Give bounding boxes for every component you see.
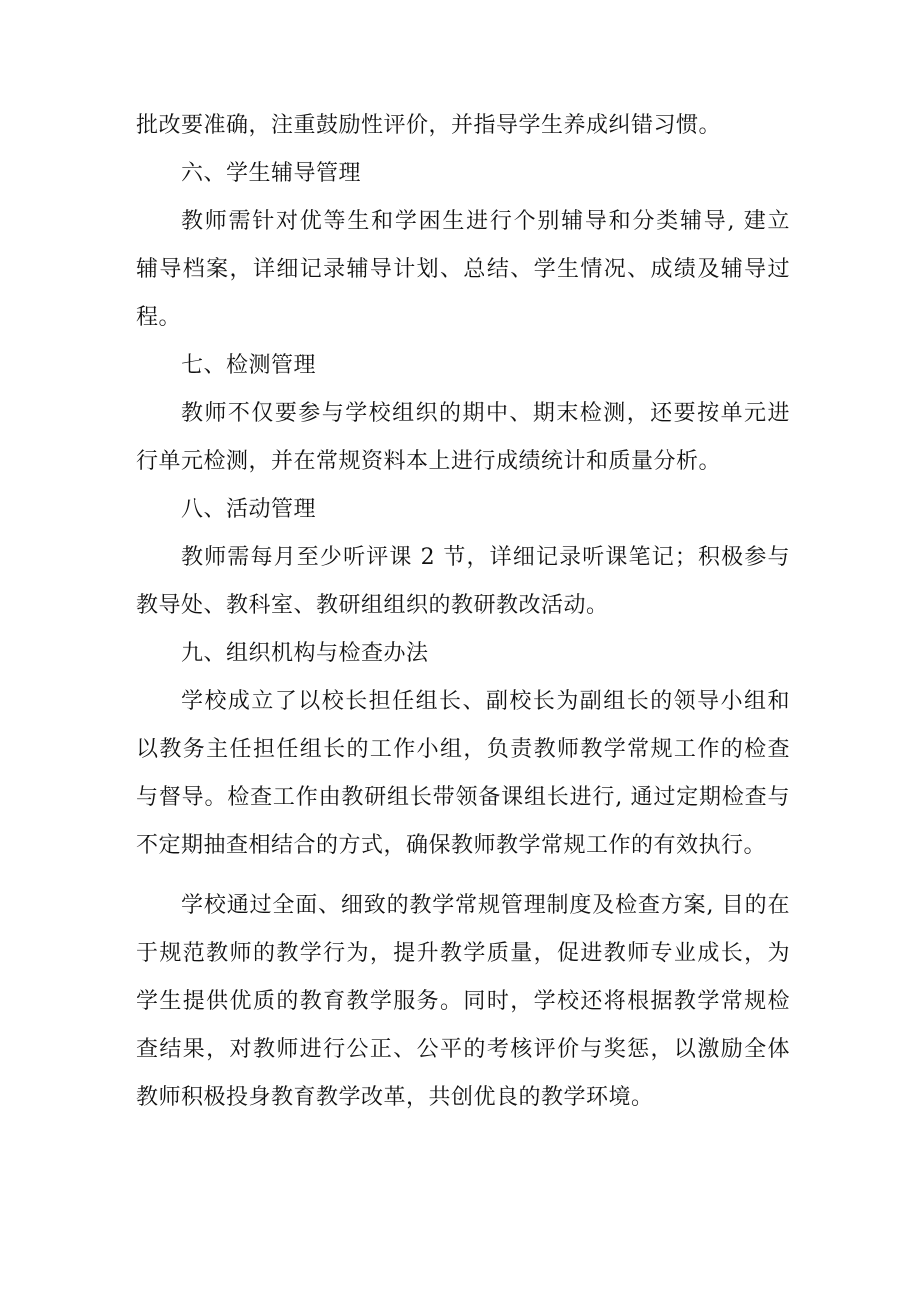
paragraph-gap [136,870,790,882]
paragraph-line: 教师需针对优等生和学困生进行个别辅导和分类辅导, 建立 [181,209,790,234]
paragraph-line: 不定期抽查相结合的方式，确保教师教学常规工作的有效执行。 [136,833,767,858]
paragraph-line: 与督导。检查工作由教研组长带领备课组长进行, 通过定期检查与 [136,785,790,810]
document-body [136,102,790,1122]
paragraph-line: 教师需每月至少听评课 2 节，详细记录听课笔记；积极参与 [181,545,790,570]
paragraph-line: 教导处、教科室、教研组组织的教研教改活动。 [136,593,609,618]
intro-line: 批改要准确，注重鼓励性评价，并指导学生养成纠错习惯。 [136,113,722,138]
section-heading-student-tutoring: 六、学生辅导管理 [181,161,362,186]
section-heading-activities: 八、活动管理 [181,497,317,522]
paragraph-line: 行单元检测，并在常规资料本上进行成绩统计和质量分析。 [136,449,722,474]
paragraph-line: 程。 [136,305,182,330]
paragraph-line: 以教务主任担任组长的工作小组，负责教师教学常规工作的检查 [136,737,790,762]
section-heading-organization: 九、组织机构与检查办法 [181,641,429,666]
conclusion-line: 学校通过全面、细致的教学常规管理制度及检查方案, 目的在 [181,893,790,918]
paragraph-line: 学校成立了以校长担任组长、副校长为副组长的领导小组和 [181,689,790,714]
paragraph-line: 辅导档案，详细记录辅导计划、总结、学生情况、成绩及辅导过 [136,257,790,282]
conclusion-line: 学生提供优质的教育教学服务。同时，学校还将根据教学常规检 [136,989,790,1014]
paragraph-line: 教师不仅要参与学校组织的期中、期末检测，还要按单元进 [181,401,790,426]
conclusion-line: 于规范教师的教学行为，提升教学质量，促进教师专业成长，为 [136,941,790,966]
conclusion-line: 教师积极投身教育教学改革，共创优良的教学环境。 [136,1085,654,1110]
section-heading-testing: 七、检测管理 [181,353,317,378]
conclusion-line: 查结果，对教师进行公正、公平的考核评价与奖惩，以激励全体 [136,1037,790,1062]
